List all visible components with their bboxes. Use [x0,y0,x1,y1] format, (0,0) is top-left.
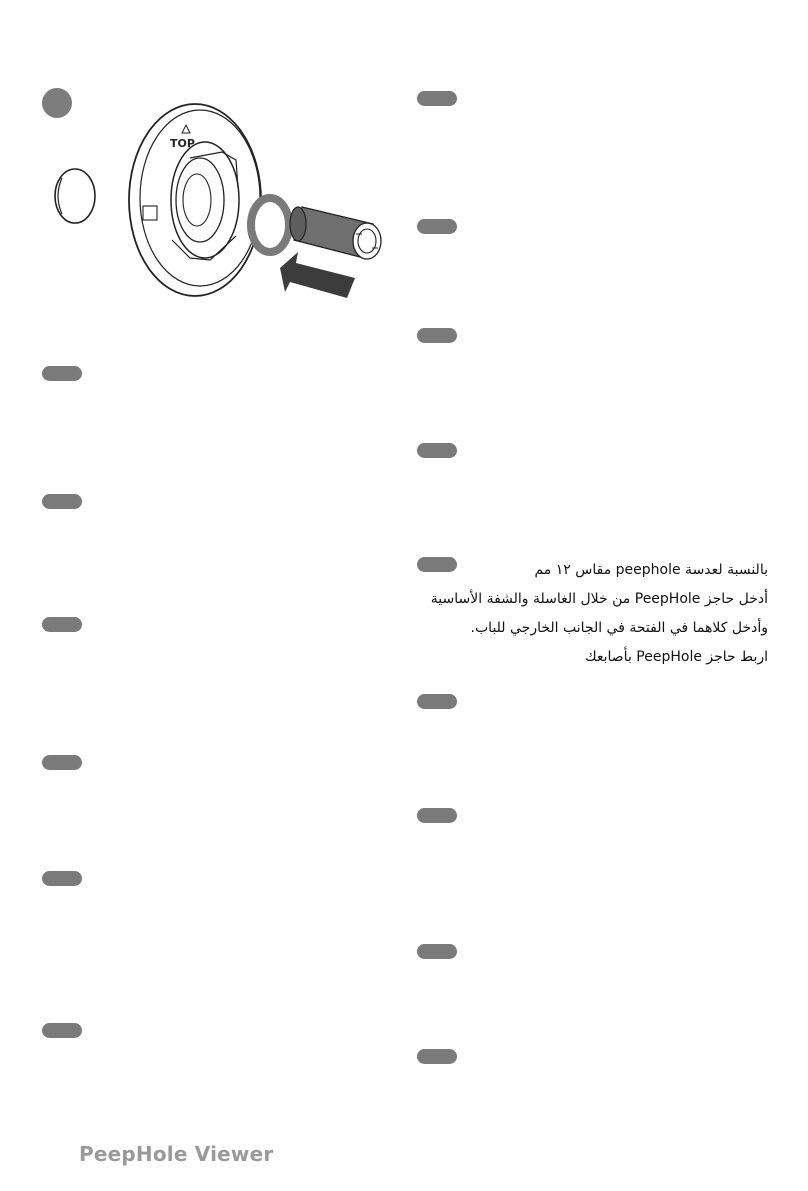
insert-direction-arrow [280,252,355,298]
washer-ring-part [251,198,289,252]
instruction-line-4: اربط حاجز PeepHole بأصابعك [585,649,768,665]
instruction-line-2: أدخل حاجز PeepHole من خلال الغاسلة والشفة الأساسية [430,591,768,607]
instruction-text [400,556,768,672]
barrel-part [290,207,381,259]
installation-illustration [40,100,400,310]
top-marker-label: TOP [170,137,195,150]
step-pill-right-7 [417,808,457,823]
step-pill-right-4 [417,443,457,458]
step-pill-left-4 [42,755,82,770]
instruction-line-1: بالنسبة لعدسة peephole مقاس ١٢ مم [534,562,768,578]
step-pill-left-3 [42,617,82,632]
step-pill-right-3 [417,328,457,343]
brand-logo-text: PeepHole Viewer [79,1142,274,1166]
step-pill-right-9 [417,1049,457,1064]
step-pill-right-6 [417,694,457,709]
lens-cap-part [55,169,95,223]
step-pill-right-2 [417,219,457,234]
step-pill-left-6 [42,1023,82,1038]
step-pill-left-1 [42,366,82,381]
step-pill-right-1 [417,91,457,106]
base-flange-part [129,104,261,296]
step-pill-left-2 [42,494,82,509]
step-pill-right-8 [417,944,457,959]
instruction-line-3: وأدخل كلاهما في الفتحة في الجانب الخارجي للباب. [470,620,768,636]
step-pill-left-5 [42,871,82,886]
